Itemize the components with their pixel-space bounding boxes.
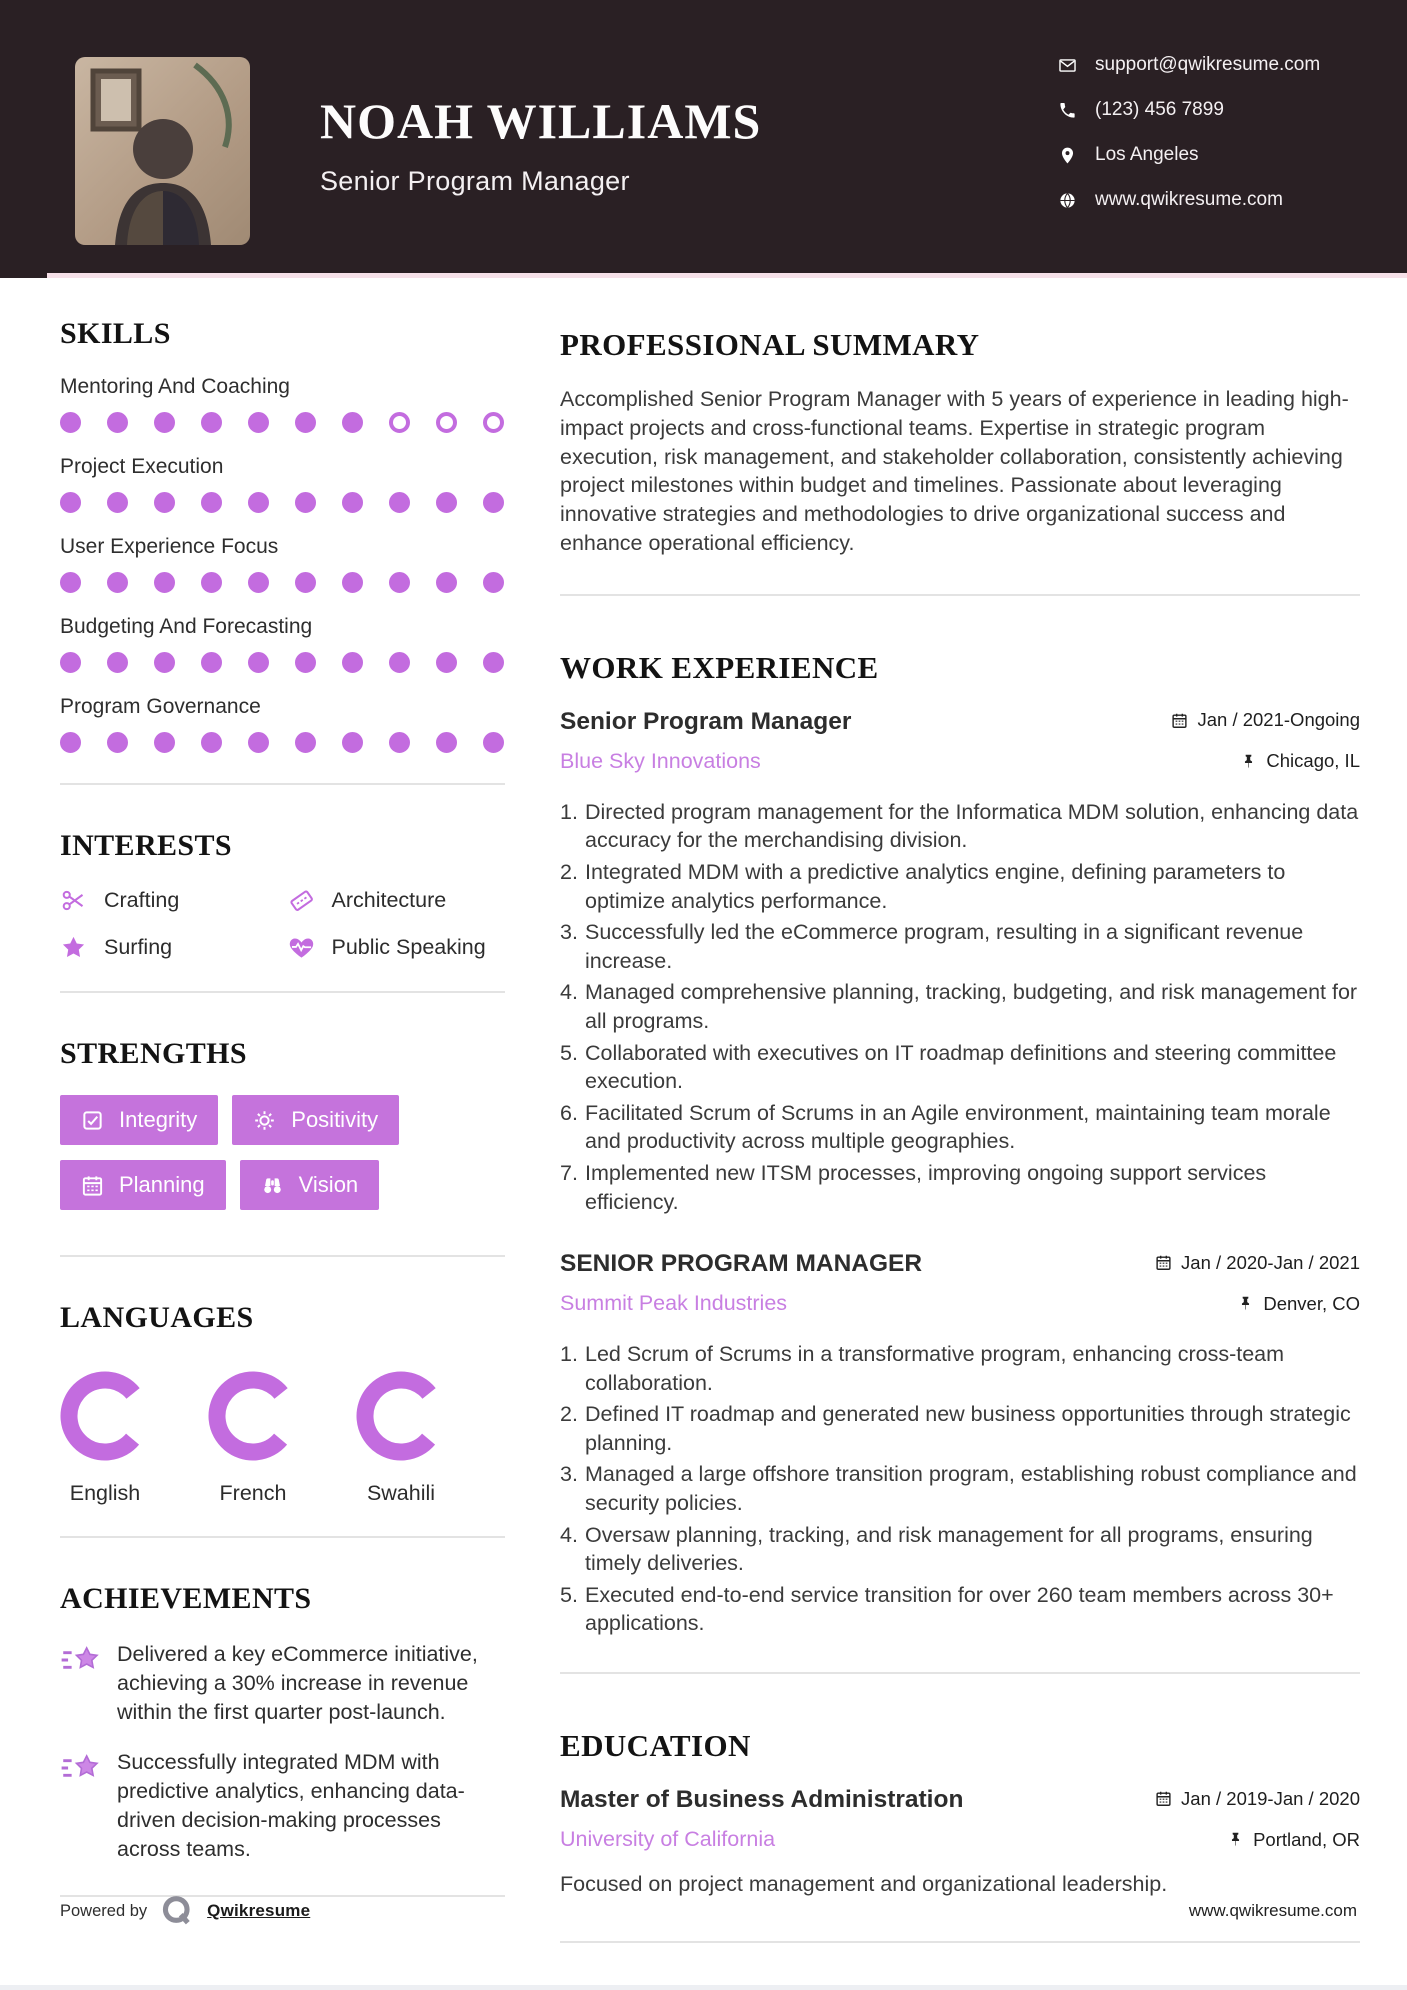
education-description: Focused on project management and organizational leadership. bbox=[560, 1872, 1168, 1897]
divider bbox=[60, 991, 505, 993]
skill-dot-empty bbox=[483, 412, 504, 433]
job-company: Summit Peak Industries bbox=[560, 1291, 788, 1316]
achievements-heading: ACHIEVEMENTS bbox=[60, 1582, 312, 1615]
education-title-row bbox=[560, 1786, 1360, 1814]
skill-dot-filled bbox=[60, 572, 81, 593]
strength-badge bbox=[232, 1095, 399, 1145]
languages-heading: LANGUAGES bbox=[60, 1301, 254, 1334]
skill-dot-filled bbox=[436, 732, 457, 753]
job-location-text: Chicago, IL bbox=[1266, 750, 1360, 772]
skill-item bbox=[60, 535, 505, 593]
achievement-text: Successfully integrated MDM with predictive analytics, enhancing data-driven decision-making processes across teams. bbox=[117, 1749, 465, 1862]
strengths-list bbox=[60, 1095, 505, 1225]
job-company-row bbox=[560, 749, 1360, 774]
contact-row[interactable] bbox=[1058, 54, 1320, 76]
divider bbox=[60, 1255, 505, 1257]
languages-list bbox=[60, 1371, 505, 1506]
skill-dot-filled bbox=[107, 572, 128, 593]
skill-rating bbox=[60, 492, 505, 513]
skill-dot-filled bbox=[201, 652, 222, 673]
education-date bbox=[1155, 1788, 1360, 1810]
header-accent-line bbox=[47, 273, 1407, 278]
skill-label: Budgeting And Forecasting bbox=[60, 615, 313, 638]
job-bullet: Implemented new ITSM processes, improving ongoing support services efficiency. bbox=[585, 1160, 1267, 1214]
skill-dot-filled bbox=[154, 732, 175, 753]
job-company: Blue Sky Innovations bbox=[560, 748, 761, 773]
sun-icon bbox=[253, 1109, 276, 1132]
skill-dot-filled bbox=[248, 412, 269, 433]
education-heading: EDUCATION bbox=[560, 1728, 751, 1764]
divider bbox=[560, 1672, 1360, 1674]
candidate-title: Senior Program Manager bbox=[320, 166, 630, 196]
skill-dot-filled bbox=[342, 732, 363, 753]
skill-dot-filled bbox=[483, 652, 504, 673]
skill-dot-filled bbox=[201, 732, 222, 753]
skill-dot-filled bbox=[248, 652, 269, 673]
shooting-star-icon bbox=[60, 1748, 102, 1788]
skill-item bbox=[60, 615, 505, 673]
footer bbox=[60, 1893, 1357, 1929]
skill-dot-filled bbox=[154, 652, 175, 673]
contact-row[interactable] bbox=[1058, 189, 1320, 211]
summary-heading: PROFESSIONAL SUMMARY bbox=[560, 327, 980, 362]
strength-label: Planning bbox=[119, 1172, 205, 1197]
skill-dot-filled bbox=[295, 732, 316, 753]
language-progress-arc bbox=[356, 1371, 446, 1461]
skill-dot-filled bbox=[483, 492, 504, 513]
job-bullets bbox=[560, 798, 1360, 1216]
language-item bbox=[356, 1371, 446, 1506]
job-bullet: Directed program management for the Informatica MDM solution, enhancing data accuracy for the merchandising division. bbox=[585, 799, 1359, 853]
skill-dot-empty bbox=[436, 412, 457, 433]
job-bullet: Oversaw planning, tracking, and risk management for all programs, ensuring timely deliveries. bbox=[585, 1522, 1313, 1576]
strength-badge bbox=[60, 1095, 218, 1145]
language-progress-arc bbox=[60, 1371, 150, 1461]
achievement-item bbox=[60, 1748, 505, 1865]
language-label: French bbox=[219, 1481, 287, 1505]
language-label: English bbox=[69, 1481, 141, 1505]
jobs-list bbox=[560, 708, 1360, 1638]
profile-photo-placeholder bbox=[75, 57, 250, 245]
job-entry bbox=[560, 708, 1360, 1216]
job-company-row bbox=[560, 1291, 1360, 1316]
sidebar bbox=[60, 273, 505, 1927]
language-progress-arc bbox=[208, 1371, 298, 1461]
name-block bbox=[320, 92, 761, 197]
education-degree: Master of Business Administration bbox=[560, 1786, 964, 1814]
skill-dot-filled bbox=[295, 652, 316, 673]
education-location bbox=[1227, 1829, 1360, 1851]
job-bullet: Facilitated Scrum of Scrums in an Agile environment, maintaining team morale and productivity across multiple geographies. bbox=[585, 1100, 1331, 1154]
skill-dot-filled bbox=[483, 732, 504, 753]
powered-by bbox=[60, 1893, 310, 1929]
powered-by-text: Powered by bbox=[60, 1901, 148, 1920]
skill-dot-filled bbox=[342, 652, 363, 673]
candidate-name: NOAH WILLIAMS bbox=[320, 93, 762, 149]
main-content bbox=[560, 273, 1360, 1943]
skill-dot-filled bbox=[248, 572, 269, 593]
skill-dot-filled bbox=[389, 732, 410, 753]
skill-rating bbox=[60, 652, 505, 673]
skill-label: Program Governance bbox=[60, 695, 261, 718]
skill-item bbox=[60, 455, 505, 513]
skill-dot-filled bbox=[154, 572, 175, 593]
skill-dot-filled bbox=[60, 412, 81, 433]
job-location-text: Denver, CO bbox=[1263, 1292, 1360, 1314]
skill-dot-filled bbox=[436, 492, 457, 513]
job-bullet: Managed a large offshore transition program, establishing robust compliance and security policies. bbox=[585, 1462, 1357, 1516]
shooting-star-icon bbox=[60, 1640, 102, 1680]
job-bullet: Managed comprehensive planning, tracking, budgeting, and risk management for all programs. bbox=[585, 980, 1358, 1033]
interest-item bbox=[60, 934, 278, 961]
skill-dot-filled bbox=[295, 412, 316, 433]
header bbox=[0, 0, 1407, 273]
page-bottom-edge bbox=[0, 1985, 1407, 1990]
header-corner-notch bbox=[0, 273, 47, 278]
achievement-item bbox=[60, 1640, 505, 1728]
skill-item bbox=[60, 375, 505, 433]
skill-rating bbox=[60, 572, 505, 593]
skill-dot-filled bbox=[248, 732, 269, 753]
job-date-text: Jan / 2020-Jan / 2021 bbox=[1181, 1251, 1360, 1273]
skill-dot-filled bbox=[342, 412, 363, 433]
contact-text[interactable]: support@qwikresume.com bbox=[1095, 54, 1321, 75]
contact-row[interactable] bbox=[1058, 144, 1320, 166]
skill-rating bbox=[60, 412, 505, 433]
skill-label: Mentoring And Coaching bbox=[60, 375, 290, 398]
skill-dot-filled bbox=[389, 492, 410, 513]
job-title-row bbox=[560, 1250, 1360, 1278]
job-bullets bbox=[560, 1340, 1360, 1638]
interest-label: Crafting bbox=[104, 888, 180, 912]
skill-dot-filled bbox=[342, 572, 363, 593]
skill-dot-filled bbox=[201, 492, 222, 513]
skill-label: User Experience Focus bbox=[60, 535, 279, 558]
skill-rating bbox=[60, 732, 505, 753]
calendar-icon bbox=[1171, 712, 1188, 729]
qwikresume-link[interactable]: Qwikresume bbox=[207, 1901, 311, 1920]
skill-label: Project Execution bbox=[60, 455, 224, 478]
calendar-icon bbox=[1155, 1254, 1172, 1271]
skill-dot-filled bbox=[201, 412, 222, 433]
skill-dot-filled bbox=[248, 492, 269, 513]
job-date bbox=[1155, 1252, 1360, 1274]
job-location bbox=[1237, 1293, 1360, 1315]
education-date-text: Jan / 2019-Jan / 2020 bbox=[1181, 1787, 1360, 1809]
contact-text[interactable]: (123) 456 7899 bbox=[1095, 99, 1224, 120]
interest-item bbox=[288, 934, 506, 961]
profile-photo bbox=[75, 57, 250, 245]
skill-dot-filled bbox=[154, 412, 175, 433]
calendar-icon bbox=[1155, 1790, 1172, 1807]
strength-badge bbox=[240, 1160, 380, 1210]
skill-dot-filled bbox=[436, 652, 457, 673]
skill-dot-filled bbox=[295, 572, 316, 593]
job-bullet: Integrated MDM with a predictive analytics engine, defining parameters to optimize analytics performance. bbox=[585, 859, 1286, 913]
achievement-text: Delivered a key eCommerce initiative, achieving a 30% increase in revenue within the first quarter post-launch. bbox=[117, 1642, 478, 1725]
pushpin-icon bbox=[1240, 753, 1257, 770]
divider bbox=[560, 594, 1360, 596]
strength-label: Integrity bbox=[119, 1107, 198, 1132]
divider bbox=[60, 783, 505, 785]
achievements-list bbox=[60, 1640, 505, 1865]
email-icon bbox=[1058, 56, 1077, 75]
skill-dot-filled bbox=[60, 492, 81, 513]
job-bullet: Collaborated with executives on IT roadmap definitions and steering committee execution. bbox=[585, 1040, 1337, 1094]
skill-dot-filled bbox=[342, 492, 363, 513]
contact-list bbox=[1058, 54, 1320, 211]
divider bbox=[60, 1536, 505, 1538]
divider bbox=[560, 1941, 1360, 1943]
binoculars-icon bbox=[261, 1174, 284, 1197]
globe-icon bbox=[1058, 191, 1077, 210]
job-title-row bbox=[560, 708, 1360, 736]
contact-row[interactable] bbox=[1058, 99, 1320, 121]
checkbox-icon bbox=[81, 1109, 104, 1132]
skill-item bbox=[60, 695, 505, 753]
footer-url: www.qwikresume.com bbox=[1188, 1901, 1357, 1920]
strengths-heading: STRENGTHS bbox=[60, 1037, 247, 1070]
language-item bbox=[208, 1371, 298, 1506]
star-icon bbox=[60, 934, 87, 961]
pushpin-icon bbox=[1237, 1295, 1254, 1312]
skill-dot-filled bbox=[483, 572, 504, 593]
job-bullet: Defined IT roadmap and generated new business opportunities through strategic planning. bbox=[585, 1402, 1351, 1455]
interest-label: Public Speaking bbox=[331, 935, 486, 959]
calendar-icon bbox=[81, 1174, 104, 1197]
language-item bbox=[60, 1371, 150, 1506]
skill-dot-filled bbox=[107, 412, 128, 433]
skill-dot-filled bbox=[154, 492, 175, 513]
summary-text: Accomplished Senior Program Manager with 5 years of experience in leading high-impact projects and cross-functional teams. Expertise in strategic program execution, risk management, and stakeholder collaboration, consistently achieving project milestones within budget and timelines. Passionate about leveraging innovative strategies and methodologies to drive organizational success and enhance operational efficiency. bbox=[560, 387, 1349, 555]
education-location-text: Portland, OR bbox=[1253, 1828, 1360, 1850]
skills-list bbox=[60, 375, 505, 753]
language-label: Swahili bbox=[366, 1481, 436, 1505]
job-title: SENIOR PROGRAM MANAGER bbox=[560, 1250, 923, 1278]
skill-dot-filled bbox=[389, 652, 410, 673]
phone-icon bbox=[1058, 101, 1077, 120]
skill-dot-filled bbox=[60, 652, 81, 673]
strength-badge bbox=[60, 1160, 226, 1210]
heart-pulse-icon bbox=[288, 934, 315, 961]
job-date-text: Jan / 2021-Ongoing bbox=[1197, 709, 1360, 731]
qwikresume-logo-icon bbox=[159, 1893, 195, 1929]
skill-dot-filled bbox=[107, 492, 128, 513]
skill-dot-filled bbox=[201, 572, 222, 593]
skill-dot-filled bbox=[295, 492, 316, 513]
location-icon bbox=[1058, 146, 1077, 165]
job-bullet: Executed end-to-end service transition for over 260 team members across 30+ applications. bbox=[585, 1582, 1334, 1636]
skill-dot-filled bbox=[389, 572, 410, 593]
experience-heading: WORK EXPERIENCE bbox=[560, 649, 879, 685]
strength-label: Vision bbox=[298, 1172, 359, 1197]
job-location bbox=[1240, 750, 1360, 772]
job-date bbox=[1171, 709, 1360, 731]
job-bullet: Successfully led the eCommerce program, resulting in a significant revenue increase. bbox=[585, 920, 1304, 973]
skills-heading: SKILLS bbox=[60, 317, 171, 350]
job-title: Senior Program Manager bbox=[560, 707, 852, 735]
interest-item bbox=[60, 887, 278, 914]
contact-text[interactable]: Los Angeles bbox=[1095, 144, 1199, 165]
job-entry bbox=[560, 1250, 1360, 1638]
skill-dot-filled bbox=[107, 652, 128, 673]
education-school-row bbox=[560, 1827, 1360, 1852]
education-school: University of California bbox=[560, 1827, 776, 1852]
interests-heading: INTERESTS bbox=[60, 829, 233, 862]
interest-label: Surfing bbox=[104, 935, 173, 959]
interest-item bbox=[288, 887, 506, 914]
interest-label: Architecture bbox=[331, 888, 447, 912]
skill-dot-filled bbox=[60, 732, 81, 753]
body-columns bbox=[0, 273, 1407, 1943]
interests-list bbox=[60, 887, 505, 961]
skill-dot-filled bbox=[107, 732, 128, 753]
contact-text[interactable]: www.qwikresume.com bbox=[1095, 189, 1283, 210]
strength-label: Positivity bbox=[291, 1107, 379, 1132]
pushpin-icon bbox=[1227, 1831, 1244, 1848]
architecture-icon bbox=[288, 887, 315, 914]
education-entry bbox=[560, 1786, 1360, 1899]
job-bullet: Led Scrum of Scrums in a transformative program, enhancing cross-team collaboration. bbox=[585, 1342, 1285, 1395]
skill-dot-empty bbox=[389, 412, 410, 433]
scissors-icon bbox=[60, 887, 87, 914]
skill-dot-filled bbox=[436, 572, 457, 593]
